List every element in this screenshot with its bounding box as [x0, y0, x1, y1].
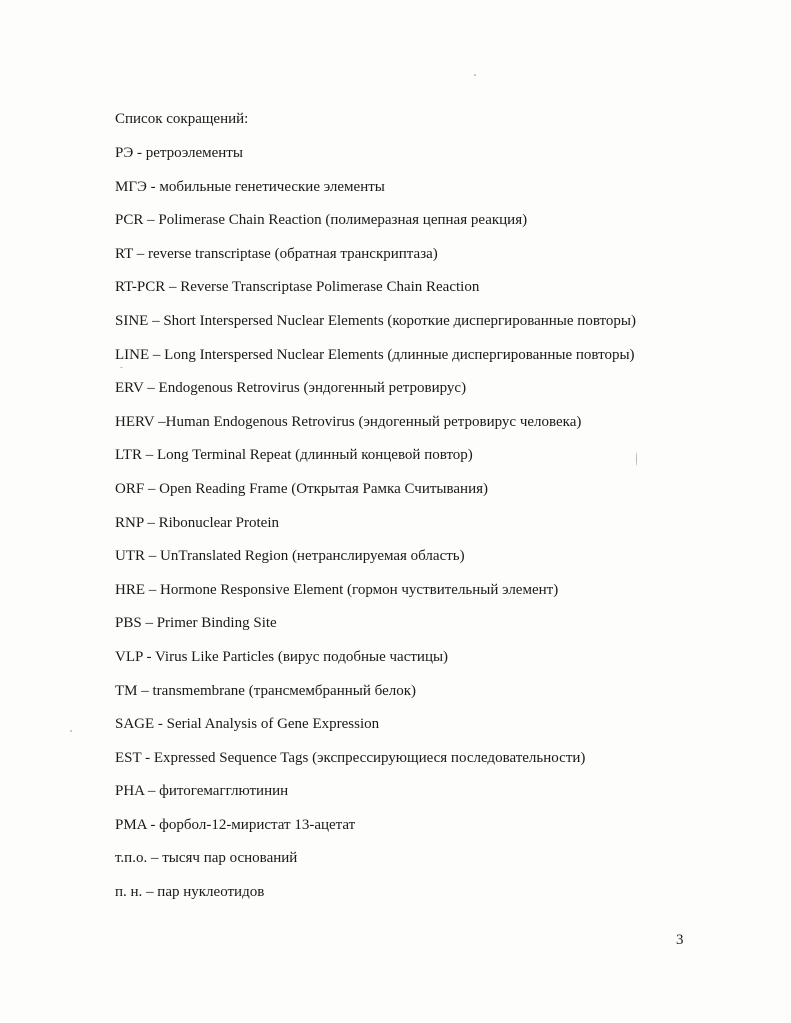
abbreviation-entry: EST - Expressed Sequence Tags (экспрессирующиеся последовательности)	[115, 749, 586, 766]
abbreviation-entry: п. н. – пар нуклеотидов	[115, 884, 265, 901]
abbreviation-entry: VLP - Virus Like Particles (вирус подобные частицы)	[115, 648, 449, 665]
abbreviation-entry: PHA – фитогемагглютинин	[115, 783, 289, 800]
abbreviation-entry: TM – transmembrane (трансмембранный белок)	[115, 682, 416, 699]
abbreviation-entry: HRE – Hormone Responsive Element (гормон чуствительный элемент)	[115, 581, 559, 598]
abbreviation-entry: PCR – Polimerase Chain Reaction (полимеразная цепная реакция)	[115, 212, 528, 229]
abbreviation-entry: PMA - форбол-12-миристат 13-ацетат	[115, 816, 356, 833]
abbreviation-entry: HERV –Human Endogenous Retrovirus (эндогенный ретровирус человека)	[115, 413, 582, 430]
abbreviation-entry: SAGE - Serial Analysis of Gene Expression	[115, 716, 380, 733]
abbreviations-heading: Список сокращений:	[115, 111, 249, 127]
scan-speck	[636, 452, 637, 466]
abbreviation-entry: т.п.о. – тысяч пар оснований	[115, 850, 298, 867]
abbreviation-entry: UTR – UnTranslated Region (нетранслируемая область)	[115, 548, 465, 565]
abbreviation-entry: LTR – Long Terminal Repeat (длинный концевой повтор)	[115, 447, 473, 464]
abbreviation-entry: RNP – Ribonuclear Protein	[115, 514, 280, 531]
abbreviation-entry: РЭ - ретроэлементы	[115, 145, 243, 161]
abbreviation-entry: PBS – Primer Binding Site	[115, 615, 277, 632]
page-number: 3	[676, 932, 684, 948]
abbreviation-entry: LINE – Long Interspersed Nuclear Elements (длинные диспергированные повторы)	[115, 346, 635, 363]
scan-speck	[474, 74, 476, 76]
abbreviation-entry: RT-PCR – Reverse Transcriptase Polimerase Chain Reaction	[115, 279, 480, 296]
abbreviation-entry: ERV – Endogenous Retrovirus (эндогенный ретровирус)	[115, 380, 467, 397]
abbreviation-entry: МГЭ - мобильные генетические элементы	[115, 178, 385, 195]
abbreviation-entry: ORF – Open Reading Frame (Открытая Рамка Считывания)	[115, 480, 488, 497]
abbreviation-list	[115, 144, 636, 917]
abbreviation-entry: RT – reverse transcriptase (обратная транскриптаза)	[115, 245, 438, 262]
abbreviation-entry: SINE – Short Interspersed Nuclear Elements (короткие диспергированные повторы)	[115, 312, 636, 329]
scan-speck	[70, 730, 72, 732]
